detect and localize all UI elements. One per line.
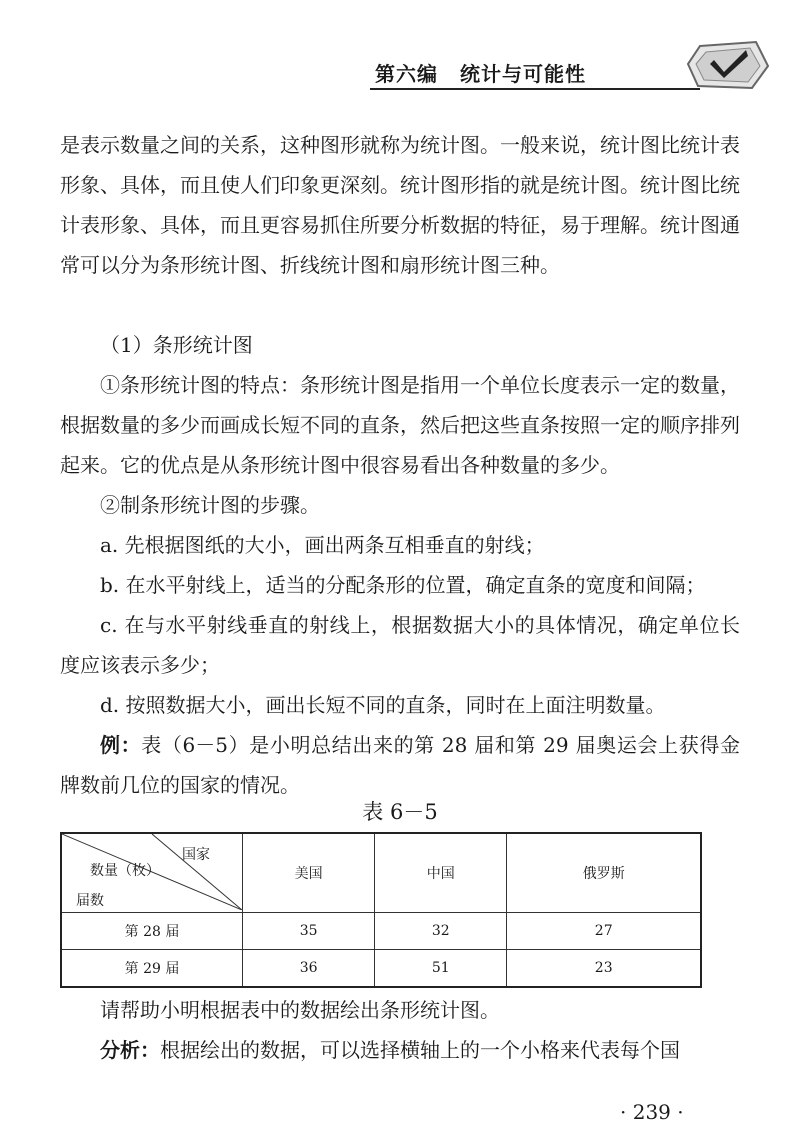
table-row xyxy=(61,950,701,988)
step-c: c. 在与水平射线垂直的射线上，根据数据大小的具体情况，确定单位长度应该表示多少； xyxy=(60,613,740,677)
column-header-usa: 美国 xyxy=(243,833,375,913)
analysis-label: 分析： xyxy=(100,1038,160,1062)
corner-label-quantity: 数量（枚） xyxy=(90,863,160,879)
table-caption: 表 6－5 xyxy=(362,800,438,824)
page-number: · 239 · xyxy=(620,1100,684,1124)
paragraph-intro: 是表示数量之间的关系，这种图形就称为统计图。一般来说，统计图比统计表形象、具体，而且使人们印象更深刻。统计图形指的就是统计图。统计图比统计表形象、具体，而且更容易抓住所要分析数据的特征，易于理解。统计图通常可以分为条形统计图、折线统计图和扇形统计图三种。 xyxy=(60,133,740,277)
paragraph-steps-heading: ②制条形统计图的步骤。 xyxy=(100,493,320,517)
table-cell: 27 xyxy=(507,913,701,950)
step-a: a. 先根据图纸的大小，画出两条互相垂直的射线； xyxy=(100,533,545,557)
step-b: b. 在水平射线上，适当的分配条形的位置，确定直条的宽度和间隔； xyxy=(100,573,706,597)
example-text: 表（6－5）是小明总结出来的第 28 届和第 29 届奥运会上获得金牌数前几位的国家的情况。 xyxy=(60,733,741,797)
diagonal-header-cell xyxy=(61,833,243,913)
table-header-row xyxy=(61,833,701,913)
corner-label-country: 国家 xyxy=(182,847,210,863)
header-rule xyxy=(370,88,700,90)
medal-table xyxy=(60,832,702,988)
analysis-text: 根据绘出的数据，可以选择横轴上的一个小格来代表每个国 xyxy=(160,1038,680,1062)
row-label: 第 29 届 xyxy=(61,950,243,988)
example-label: 例： xyxy=(100,733,142,757)
request-paragraph: 请帮助小明根据表中的数据绘出条形统计图。 xyxy=(100,998,500,1022)
table-cell: 36 xyxy=(243,950,375,988)
table-row xyxy=(61,913,701,950)
section-heading-bar-chart: （1）条形统计图 xyxy=(100,333,253,357)
column-header-china: 中国 xyxy=(375,833,507,913)
table-cell: 51 xyxy=(375,950,507,988)
table-cell: 23 xyxy=(507,950,701,988)
table-cell: 32 xyxy=(375,913,507,950)
chapter-header xyxy=(375,58,635,87)
column-header-russia: 俄罗斯 xyxy=(507,833,701,913)
paragraph-features: ①条形统计图的特点：条形统计图是指用一个单位长度表示一定的数量，根据数量的多少而画成长短不同的直条，然后把这些直条按照一定的顺序排列起来。它的优点是从条形统计图中很容易看出各种数量的多少。 xyxy=(60,373,740,477)
example-paragraph xyxy=(60,725,740,805)
corner-label-session: 届数 xyxy=(76,893,104,909)
row-label: 第 28 届 xyxy=(61,913,243,950)
part-label: 第六编 xyxy=(375,62,438,86)
analysis-paragraph xyxy=(60,1030,740,1070)
table-cell: 35 xyxy=(243,913,375,950)
checkmark-logo-icon xyxy=(686,36,770,92)
chapter-title: 统计与可能性 xyxy=(460,62,586,86)
step-d: d. 按照数据大小，画出长短不同的直条，同时在上面注明数量。 xyxy=(100,693,666,717)
